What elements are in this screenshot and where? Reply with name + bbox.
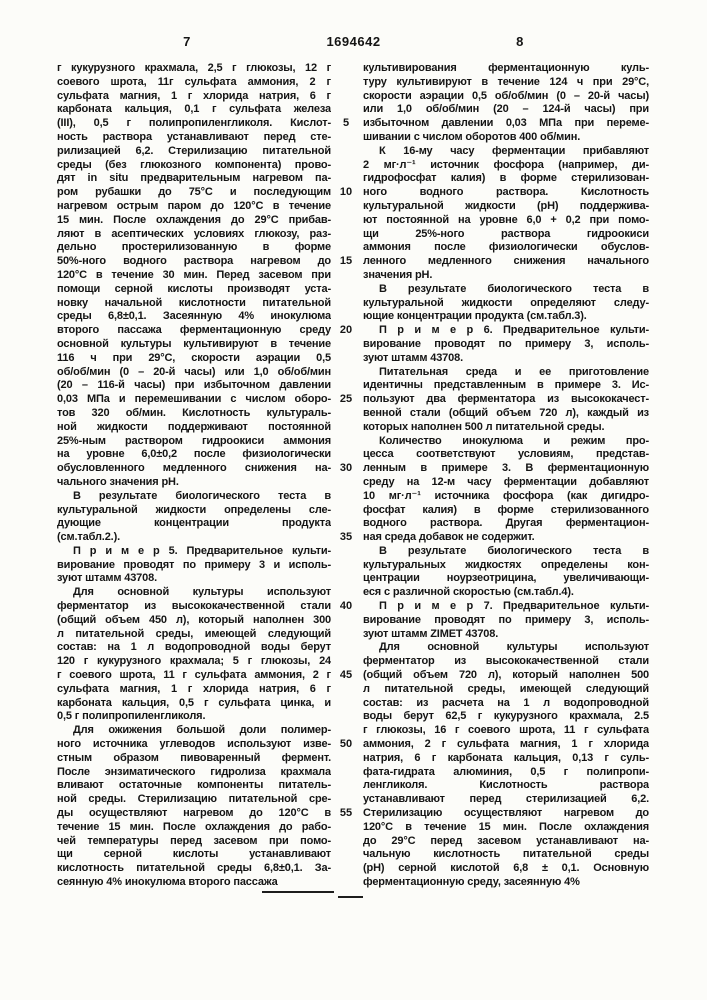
text-line: П р и м е р 6. Предварительное культи- xyxy=(379,324,649,337)
text-line: 25%-ным раствором гидроокиси аммония xyxy=(57,434,331,447)
text-line: ферментационную среду, засеянную 4% xyxy=(363,876,580,889)
text-line: среды (без глюкозного компонента) прово- xyxy=(57,158,331,171)
text-line: чей температуры перед засевом при помо- xyxy=(57,834,331,847)
text-line: 120 г кукурузного крахмала; 5 г глюкозы, 24 xyxy=(57,655,331,668)
text-line: ного водного раствора. Кислотность xyxy=(363,186,649,199)
text-line: пользуют два ферментатора из высококачест- xyxy=(363,393,649,406)
text-line: В результате биологического теста в xyxy=(379,282,649,295)
text-line: Стерилизацию осуществляют нагревом до xyxy=(363,807,649,820)
text-line: об/об/мин (0 – 20-й часы) или 1,0 об/об/мин xyxy=(57,365,331,378)
text-line: В результате биологического теста в xyxy=(73,489,331,502)
text-line: рилизацией 6,2. Стерилизацию питательной xyxy=(57,144,331,157)
text-line: вирование проводят по примеру 3 и исполь- xyxy=(57,558,331,571)
gutter-line-number: 15 xyxy=(339,255,353,268)
text-line: П р и м е р 7. Предварительное культи- xyxy=(379,600,649,613)
text-line: 0,03 МПа и перемешивании с числом оборо- xyxy=(57,393,331,406)
text-line: состав: на 1 л водопроводной воды берут xyxy=(57,641,331,654)
text-line: 120°С в течение 15 мин. После охлаждения xyxy=(363,820,649,833)
text-line: чального значения рН. xyxy=(57,475,179,488)
left-text-column xyxy=(57,62,331,890)
text-line: аммония после физиологически обуслов- xyxy=(363,241,649,254)
text-line: щи 25%-ного раствора гидроокиси xyxy=(363,227,649,240)
text-line: среды 6,8±0,1. Засеянную 4% инокулюма xyxy=(57,310,331,323)
text-line: зуют штамм 43708. xyxy=(57,572,157,585)
text-line: (общий объем 450 л), который наполнен 300 xyxy=(57,613,331,626)
text-line: фата-гидрата алюминия, 0,5 г полипропи- xyxy=(363,765,649,778)
text-line: ром рубашки до 75°С и последующим xyxy=(57,186,331,199)
text-line: ность раствора устанавливают перед сте- xyxy=(57,130,331,143)
text-line: (см.табл.2.). xyxy=(57,531,120,544)
text-line: натрия, 6 г карбоната кальция, 0,13 г суль- xyxy=(363,751,649,764)
gutter-line-number: 5 xyxy=(342,117,350,130)
text-line: второго пассажа ферментационную среду xyxy=(57,324,331,337)
text-line: ной среды. Стерилизацию питательной сре- xyxy=(57,793,331,806)
text-line: стным образом пивоваренный фермент. xyxy=(57,751,331,764)
text-line: (рН) серной кислотой 6,8 ± 0,1. Основную xyxy=(363,862,649,875)
text-line: 50%-ного водного раствора нагревом до xyxy=(57,255,331,268)
text-line: скорости аэрации 0,5 об/об/мин (0 – 20-й часы) xyxy=(363,89,649,102)
right-text-column xyxy=(363,62,649,890)
text-line: ющие концентрации продукта (см.табл.3). xyxy=(363,310,587,323)
text-line: соевого шрота, 11г сульфата аммония, 2 г xyxy=(57,75,331,88)
document-number: 1694642 xyxy=(326,34,381,49)
text-line: гидрофосфат калия) в форме стерилизован- xyxy=(363,172,649,185)
text-line: 2 мг·л⁻¹ источник фосфора (например, ди- xyxy=(363,158,649,171)
text-line: обусловленного медленного снижения на- xyxy=(57,462,331,475)
text-line: (III), 0,5 г полипропиленгликоля. Кислот- xyxy=(57,117,331,130)
text-line: щи серной кислоты устанавливают xyxy=(57,848,331,861)
text-line: зуют штамм 43708. xyxy=(363,351,463,364)
text-line: которых наполнен 500 л питательной среды. xyxy=(363,420,605,433)
text-line: основной культуры культивируют в течение xyxy=(57,337,331,350)
text-line: После энзиматического гидролиза крахмала xyxy=(57,765,331,778)
text-line: культивирования ферментационную куль- xyxy=(363,62,649,74)
text-line: вирование проводят по примеру 3, исполь- xyxy=(363,613,649,626)
text-line: 120°С в течение 30 мин. Перед засевом при xyxy=(57,268,331,281)
text-line: ферментатор из высококачественной стали xyxy=(363,655,649,668)
gutter-line-number: 45 xyxy=(339,669,353,682)
text-line: ды осуществляют нагревом до 120°С в xyxy=(57,807,331,820)
gutter-line-number: 40 xyxy=(339,600,353,613)
text-line: Питательная среда и ее приготовление xyxy=(379,365,649,378)
text-line: на уровне 6,0±0,2 после физиологически xyxy=(57,448,331,461)
gutter-line-number: 50 xyxy=(339,738,353,751)
continuation-rule-left xyxy=(262,891,334,893)
text-line: ного источника углеводов используют изве- xyxy=(57,738,331,751)
text-line: новку начальной кислотности питательной xyxy=(57,296,331,309)
text-line: шивании с числом оборотов 400 об/мин. xyxy=(363,130,581,143)
text-line: сульфата магния, 1 г хлорида натрия, 6 г xyxy=(57,682,331,695)
text-line: ной жидкости поддерживают постоянной xyxy=(57,420,331,433)
text-line: культуральных жидкостях определены кон- xyxy=(363,558,649,571)
text-line: г соевого шрота, 11 г сульфата аммония, 2 г xyxy=(57,669,331,682)
text-line: центрации ноурзеотрицина, увеличивающи- xyxy=(363,572,649,585)
continuation-rule-right xyxy=(338,896,363,898)
text-line: устанавливают перед стерилизацией 6,2. xyxy=(363,793,649,806)
text-line: зуют штамм ZIMET 43708. xyxy=(363,627,499,640)
text-line: избыточном давлении 0,03 МПа при переме- xyxy=(363,117,649,130)
text-line: или 1,0 об/об/мин (20 – 124-й часы) при xyxy=(363,103,649,116)
text-line: 116 ч при 29°С, скорости аэрации 0,5 xyxy=(57,351,331,364)
text-line: дельно простерилизованную в форме xyxy=(57,241,331,254)
text-line: ленным в примере 3. В ферментационную xyxy=(363,462,649,475)
text-line: тов 320 об/мин. Кислотность культураль- xyxy=(57,406,331,419)
gutter-line-number: 10 xyxy=(339,186,353,199)
text-line: венной стали (общий объем 720 л), каждый из xyxy=(363,406,649,419)
text-line: чальную кислотность питательной среды xyxy=(363,848,649,861)
gutter-line-number: 20 xyxy=(339,324,353,337)
text-line: течение 15 мин. После охлаждения до рабо- xyxy=(57,820,331,833)
text-line: культуральной жидкости (рН) поддержива- xyxy=(363,199,649,212)
text-line: 15 мин. После охлаждения до 29°С прибав- xyxy=(57,213,331,226)
text-line: карбоната кальция, 0,5 г сульфата цинка, и xyxy=(57,696,331,709)
gutter-line-number: 35 xyxy=(339,531,353,544)
text-line: туру культивируют в течение 124 ч при 29°С, xyxy=(363,75,649,88)
text-line: Для основной культуры используют xyxy=(73,586,331,599)
text-line: 0,5 г полипропиленгликоля. xyxy=(57,710,206,723)
text-line: 10 мг·л⁻¹ источника фосфора (как дигидро- xyxy=(363,489,649,502)
text-line: ферментатор из высококачественной стали xyxy=(57,600,331,613)
gutter-line-number: 25 xyxy=(339,393,353,406)
text-line: дующие концентрации продукта xyxy=(57,517,331,530)
text-line: фосфат калия) в форме стерилизованного xyxy=(363,503,649,516)
text-line: состав: из расчета на 1 л водопроводной xyxy=(363,696,649,709)
text-line: ленгликоля. Кислотность раствора xyxy=(363,779,649,792)
text-line: до 29°С перед засевом устанавливают на- xyxy=(363,834,649,847)
text-line: воды берут 62,5 г кукурузного крахмала, 2.5 xyxy=(363,710,649,723)
text-line: среду на 12-м часу ферментации добавляют xyxy=(363,475,649,488)
text-line: ленного медленного снижения начального xyxy=(363,255,649,268)
left-page-number: 7 xyxy=(183,34,191,49)
text-line: г глюкозы, 16 г соевого шрота, 11 г сульфата xyxy=(363,724,649,737)
text-line: (20 – 116-й часы) при избыточном давлении xyxy=(57,379,331,392)
text-line: В результате биологического теста в xyxy=(379,544,649,557)
text-line: л питательной среды, имеющей следующий xyxy=(57,627,331,640)
text-line: идентичны представленным в примере 3. Ис- xyxy=(363,379,649,392)
text-line: культуральной жидкости определяют следу- xyxy=(363,296,649,309)
text-line: г кукурузного крахмала, 2,5 г глюкозы, 12 г xyxy=(57,62,331,74)
right-page-number: 8 xyxy=(516,34,524,49)
text-line: водного раствора. Другая ферментацион- xyxy=(363,517,649,530)
text-line: сульфата магния, 1 г хлорида натрия, 6 г xyxy=(57,89,331,102)
text-line: дят in situ предварительным нагревом па- xyxy=(57,172,331,185)
line-number-gutter xyxy=(330,62,362,892)
text-line: ляют в асептических условиях глюкозу, раз- xyxy=(57,227,331,240)
text-line: вирование проводят по примеру 3, исполь- xyxy=(363,337,649,350)
text-line: помощи серной кислоты производят уста- xyxy=(57,282,331,295)
gutter-line-number: 55 xyxy=(339,807,353,820)
text-line: аммония, 2 г сульфата магния, 1 г хлорида xyxy=(363,738,649,751)
text-line: (общий объем 720 л), который наполнен 500 xyxy=(363,669,649,682)
text-line: кислотность питательной среды 6,8±0,1. За- xyxy=(57,862,331,875)
text-line: нагревом острым паром до 120°С в течение xyxy=(57,199,331,212)
text-line: ная среда добавок не содержит. xyxy=(363,531,535,544)
text-line: вливают остаточные компоненты питатель- xyxy=(57,779,331,792)
text-line: ют постоянной на уровне 6,0 + 0,2 при помо- xyxy=(363,213,649,226)
text-line: Для ожижения большой доли полимер- xyxy=(73,724,331,737)
text-line: карбоната кальция, 0,1 г сульфата железа xyxy=(57,103,331,116)
text-line: сеянную 4% инокулюма второго пассажа xyxy=(57,876,278,889)
text-line: П р и м е р 5. Предварительное культи- xyxy=(73,544,331,557)
text-line: Для основной культуры используют xyxy=(379,641,649,654)
text-line: К 16-му часу ферментации прибавляют xyxy=(379,144,649,157)
text-line: Количество инокулюма и режим про- xyxy=(379,434,649,447)
text-line: л питательной среды, имеющей следующий xyxy=(363,682,649,695)
gutter-line-number: 30 xyxy=(339,462,353,475)
text-line: культуральной жидкости определены сле- xyxy=(57,503,331,516)
text-line: значения рН. xyxy=(363,268,433,281)
text-line: цесса соответствуют условиям, представ- xyxy=(363,448,649,461)
text-line: еся с различной скоростью (см.табл.4). xyxy=(363,586,574,599)
